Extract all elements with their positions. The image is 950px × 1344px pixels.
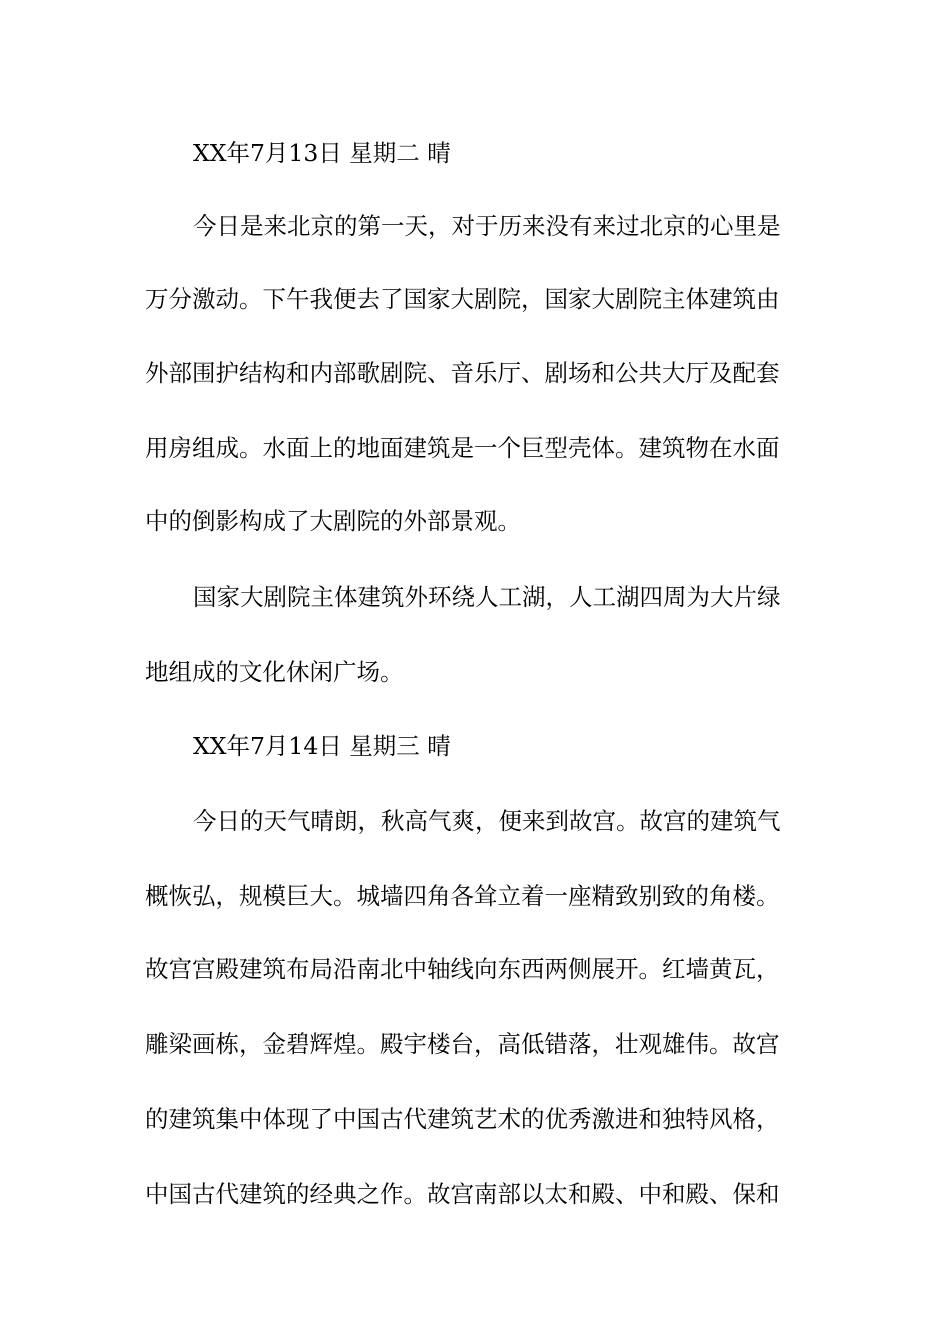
paragraph-line: 雕梁画栋，金碧辉煌。殿宇楼台，高低错落，壮观雄伟。故宫 [145, 1030, 780, 1058]
paragraph-line: 概恢弘，规模巨大。城墙四角各耸立着一座精致别致的角楼。 [145, 882, 780, 910]
paragraph-line: 国家大剧院主体建筑外环绕人工湖，人工湖四周为大片绿 [193, 583, 781, 611]
paragraph-line: 中的倒影构成了大剧院的外部景观。 [145, 507, 521, 535]
paragraph-line: 中国古代建筑的经典之作。故宫南部以太和殿、中和殿、保和 [145, 1180, 780, 1208]
paragraph-line: 外部围护结构和内部歌剧院、音乐厅、剧场和公共大厅及配套 [145, 359, 780, 387]
paragraph-line: 地组成的文化休闲广场。 [145, 658, 404, 686]
paragraph-line: 今日的天气晴朗，秋高气爽，便来到故宫。故宫的建筑气 [193, 807, 781, 835]
paragraph-line: 用房组成。水面上的地面建筑是一个巨型壳体。建筑物在水面 [145, 434, 780, 462]
diary-date-heading: XX年7月14日 星期三 晴 [193, 732, 451, 760]
paragraph-line: 的建筑集中体现了中国古代建筑艺术的优秀激进和独特风格， [145, 1105, 780, 1133]
paragraph-line: 今日是来北京的第一天，对于历来没有来过北京的心里是 [193, 212, 781, 240]
paragraph-line: 万分激动。下午我便去了国家大剧院，国家大剧院主体建筑由 [145, 285, 780, 313]
diary-date-heading: XX年7月13日 星期二 晴 [193, 139, 451, 167]
paragraph-line: 故宫宫殿建筑布局沿南北中轴线向东西两侧展开。红墙黄瓦， [145, 955, 780, 983]
